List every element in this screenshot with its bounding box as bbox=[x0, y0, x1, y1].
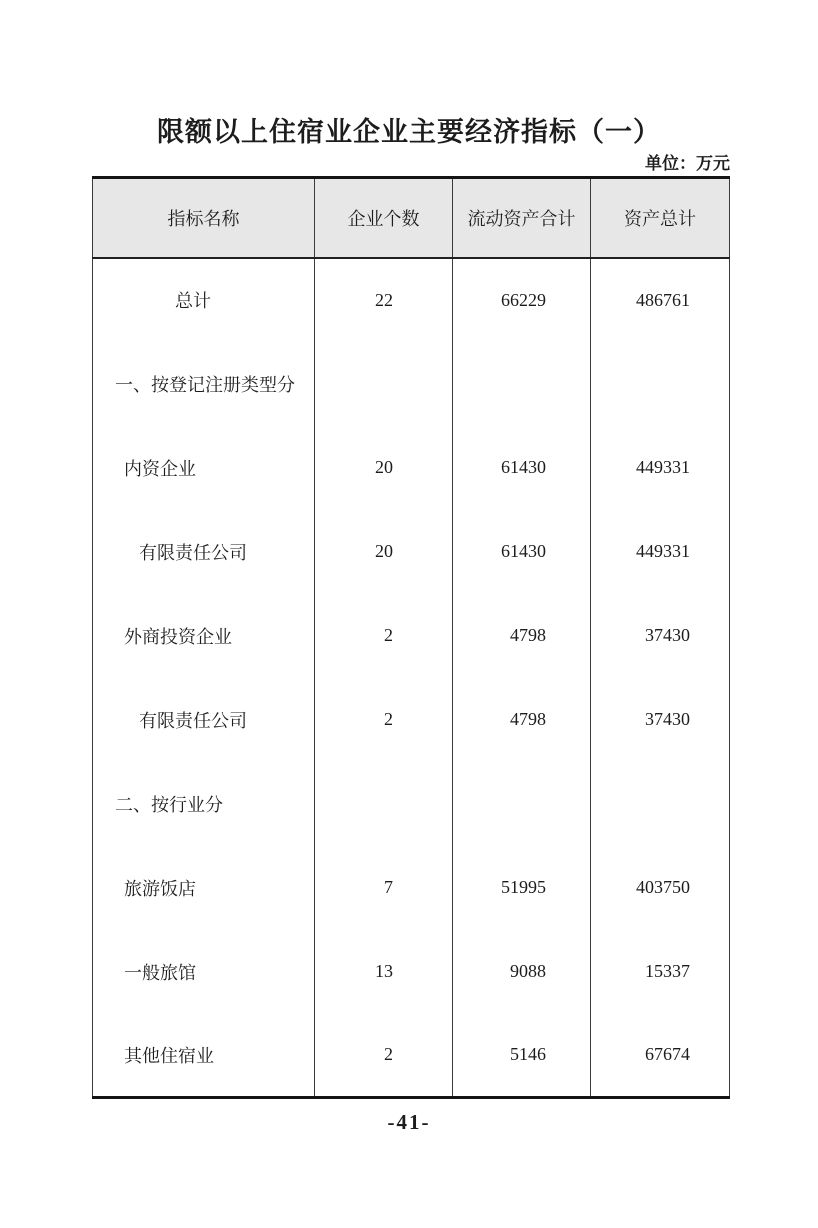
row-label-cell: 外商投资企业 bbox=[124, 626, 232, 647]
value-cell bbox=[453, 342, 591, 426]
value-cell: 61430 bbox=[453, 510, 591, 594]
page-number: -41- bbox=[387, 1110, 431, 1134]
table-row bbox=[93, 594, 730, 678]
value-cell: 9088 bbox=[453, 930, 591, 1014]
value-cell bbox=[591, 762, 730, 846]
unit-label: 单位：万元 bbox=[645, 154, 730, 173]
value-cell: 4798 bbox=[453, 678, 591, 762]
row-label-cell: 二、按行业分 bbox=[115, 794, 223, 815]
value-cell: 2 bbox=[315, 594, 453, 678]
value-cell: 2 bbox=[315, 678, 453, 762]
value-cell: 449331 bbox=[591, 426, 730, 510]
row-label-cell: 有限责任公司 bbox=[139, 710, 247, 731]
table-row bbox=[93, 258, 730, 342]
row-label-cell: 旅游饭店 bbox=[124, 878, 196, 899]
value-cell bbox=[315, 762, 453, 846]
column-header-indicator: 指标名称 bbox=[93, 178, 315, 258]
column-header-enterprise-count: 企业个数 bbox=[315, 178, 453, 258]
table-row bbox=[93, 342, 730, 426]
indicators-table bbox=[92, 176, 730, 1099]
value-cell: 486761 bbox=[591, 258, 730, 342]
value-cell: 2 bbox=[315, 1014, 453, 1098]
value-cell bbox=[453, 762, 591, 846]
header-row bbox=[93, 178, 730, 258]
table-row bbox=[93, 678, 730, 762]
value-cell: 37430 bbox=[591, 678, 730, 762]
value-cell: 66229 bbox=[453, 258, 591, 342]
row-label-cell: 内资企业 bbox=[124, 458, 196, 479]
value-cell: 20 bbox=[315, 426, 453, 510]
value-cell: 403750 bbox=[591, 846, 730, 930]
value-cell: 4798 bbox=[453, 594, 591, 678]
row-label-cell: 总计 bbox=[175, 291, 211, 311]
value-cell bbox=[591, 342, 730, 426]
value-cell bbox=[315, 342, 453, 426]
value-cell: 13 bbox=[315, 930, 453, 1014]
page-title: 限额以上住宿业企业主要经济指标（一） bbox=[157, 117, 661, 147]
table-row bbox=[93, 762, 730, 846]
table-row bbox=[93, 426, 730, 510]
column-header-total-assets: 资产总计 bbox=[591, 178, 730, 258]
row-label-cell: 有限责任公司 bbox=[139, 542, 247, 563]
row-label-cell: 一般旅馆 bbox=[124, 962, 196, 983]
table-row bbox=[93, 930, 730, 1014]
value-cell: 449331 bbox=[591, 510, 730, 594]
row-label-cell: 其他住宿业 bbox=[124, 1045, 214, 1066]
value-cell: 22 bbox=[315, 258, 453, 342]
value-cell: 37430 bbox=[591, 594, 730, 678]
table-row bbox=[93, 846, 730, 930]
column-header-current-assets: 流动资产合计 bbox=[453, 178, 591, 258]
table-row bbox=[93, 510, 730, 594]
value-cell: 67674 bbox=[591, 1014, 730, 1098]
value-cell: 20 bbox=[315, 510, 453, 594]
value-cell: 5146 bbox=[453, 1014, 591, 1098]
value-cell: 7 bbox=[315, 846, 453, 930]
row-label-cell: 一、按登记注册类型分 bbox=[115, 374, 295, 395]
value-cell: 15337 bbox=[591, 930, 730, 1014]
value-cell: 51995 bbox=[453, 846, 591, 930]
table-row bbox=[93, 1014, 730, 1098]
value-cell: 61430 bbox=[453, 426, 591, 510]
